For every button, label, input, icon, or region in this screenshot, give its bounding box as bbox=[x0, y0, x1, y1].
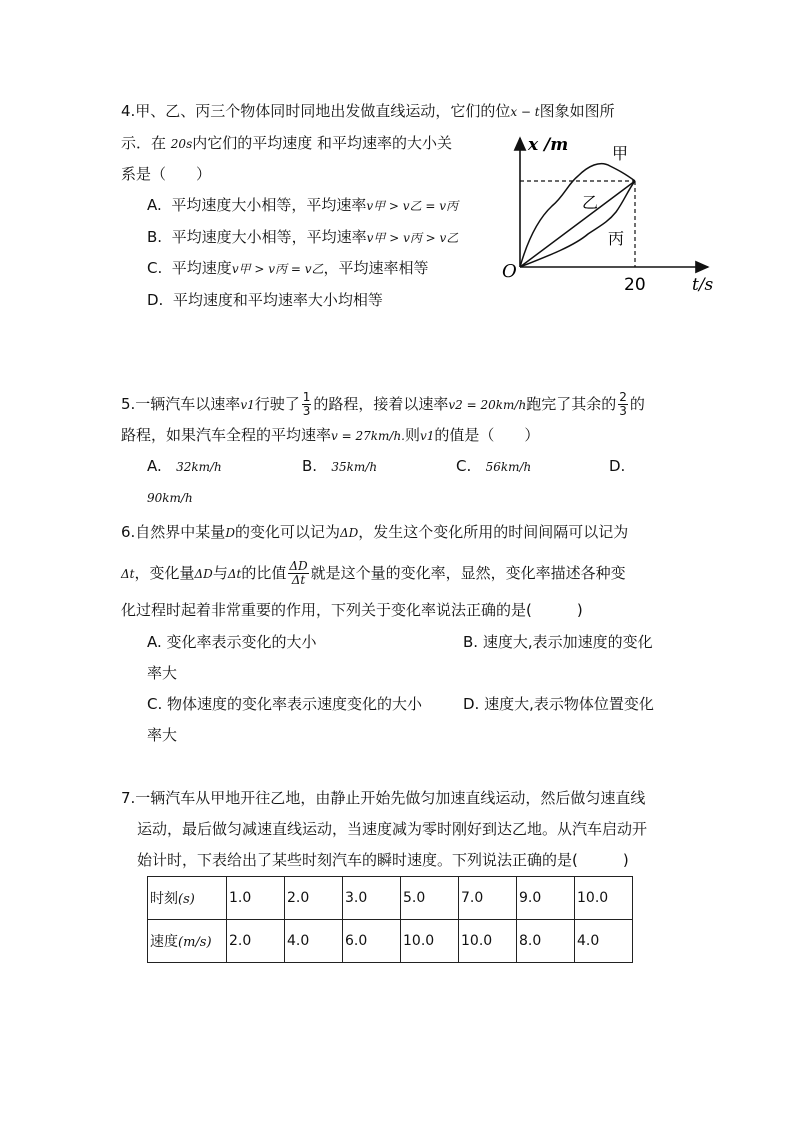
table-cell: 3.0 bbox=[343, 877, 401, 920]
origin-label: O bbox=[502, 261, 517, 282]
fraction-two-thirds: $\frac{2}{3}$ bbox=[619, 390, 627, 418]
table-cell: 10.0 bbox=[459, 920, 517, 963]
table-cell: 9.0 bbox=[517, 877, 575, 920]
table-cell: 10.0 bbox=[401, 920, 459, 963]
q6-stem-line1: 6.自然界中某量D的变化可以记为ΔD，发生这个变化所用的时间间隔可以记为 bbox=[121, 523, 629, 541]
table-cell: 6.0 bbox=[343, 920, 401, 963]
q5-option-a: A. 32km/h bbox=[147, 457, 222, 475]
q4-option-a: A. 平均速度大小相等，平均速率v甲 > v乙 = v丙 bbox=[147, 196, 459, 214]
table-cell: 7.0 bbox=[459, 877, 517, 920]
q6-option-b-continued: 率大 bbox=[147, 664, 178, 682]
table-cell: 8.0 bbox=[517, 920, 575, 963]
q5-stem-line2: 路程，如果汽车全程的平均速率v = 27km/h.则v1的值是（ ） bbox=[121, 426, 540, 444]
q5-option-c: C. 56km/h bbox=[456, 457, 532, 475]
fraction-one-third: $\frac{1}{3}$ bbox=[302, 390, 311, 418]
table-row-time bbox=[148, 877, 633, 920]
label-jia: 甲 bbox=[612, 144, 629, 163]
q4-option-c: C. 平均速度v甲 > v丙 = v乙，平均速率相等 bbox=[147, 259, 429, 277]
q7-stem-line2: 运动，最后做匀减速直线运动，当速度减为零时刚好到达乙地。从汽车启动开 bbox=[137, 820, 648, 838]
q5-option-d-label: D. bbox=[609, 457, 626, 475]
table-cell: 4.0 bbox=[285, 920, 343, 963]
q4-option-b: B. 平均速度大小相等，平均速率v甲 > v丙 > v乙 bbox=[147, 228, 459, 246]
q4-stem-line2: 示．在 20s内它们的平均速度 和平均速率的大小关 bbox=[121, 134, 453, 152]
fraction-rate: $\frac{\Delta D}{\Delta t}$ bbox=[289, 559, 308, 587]
y-axis-label: x /m bbox=[528, 135, 569, 155]
q7-stem-line1: 7.一辆汽车从甲地开往乙地，由静止开始先做匀加速直线运动，然后做匀速直线 bbox=[121, 789, 646, 807]
table-cell: 2.0 bbox=[227, 920, 285, 963]
q6-option-d-continued: 率大 bbox=[147, 726, 178, 744]
q5-option-b: B. 35km/h bbox=[302, 457, 378, 475]
q6-stem-line3: 化过程时起着非常重要的作用，下列关于变化率说法正确的是( ) bbox=[121, 601, 583, 619]
speed-time-table bbox=[147, 876, 633, 963]
q6-option-b: B. 速度大,表示加速度的变化 bbox=[463, 633, 653, 651]
q6-stem-line2: Δt，变化量ΔD与Δt的比值 $\frac{\Delta D}{\Delta t}$ 就是这个量的变化率，显然，变化率描述各种变 bbox=[121, 559, 626, 587]
q6-option-d: D. 速度大,表示物体位置变化 bbox=[463, 695, 654, 713]
x-tick-20: 20 bbox=[624, 275, 646, 295]
x-axis-label: t/s bbox=[692, 275, 714, 295]
q7-stem-line3: 始计时，下表给出了某些时刻汽车的瞬时速度。下列说法正确的是( ) bbox=[137, 851, 629, 869]
table-cell: 10.0 bbox=[575, 877, 633, 920]
q6-option-c: C. 物体速度的变化率表示速度变化的大小 bbox=[147, 695, 423, 713]
q4-option-d: D. 平均速度和平均速率大小均相等 bbox=[147, 291, 383, 309]
q6-option-a: A. 变化率表示变化的大小 bbox=[147, 633, 317, 651]
row-header-time: 时刻(s) bbox=[148, 877, 227, 920]
curve-jia bbox=[520, 164, 635, 267]
table-cell: 4.0 bbox=[575, 920, 633, 963]
table-cell: 1.0 bbox=[227, 877, 285, 920]
q4-stem-line3: 系是（ ） bbox=[121, 165, 212, 183]
table-cell: 2.0 bbox=[285, 877, 343, 920]
table-cell: 5.0 bbox=[401, 877, 459, 920]
q4-stem-line1: 4.甲、乙、丙三个物体同时同地出发做直线运动，它们的位x − t图象如图所 bbox=[121, 102, 615, 120]
position-time-graph bbox=[496, 126, 726, 298]
row-header-speed: 速度(m/s) bbox=[148, 920, 227, 963]
q5-option-d-value: 90km/h bbox=[147, 491, 193, 505]
label-bing: 丙 bbox=[608, 229, 625, 248]
table-row-speed bbox=[148, 920, 633, 963]
label-yi: 乙 bbox=[582, 193, 599, 212]
q5-stem-line1: 5.一辆汽车以速率v1行驶了 $\frac{1}{3}$ 的路程，接着以速率v2 = 20km/h跑完了其余的 $\frac{2}{3}$ 的 bbox=[121, 390, 645, 418]
